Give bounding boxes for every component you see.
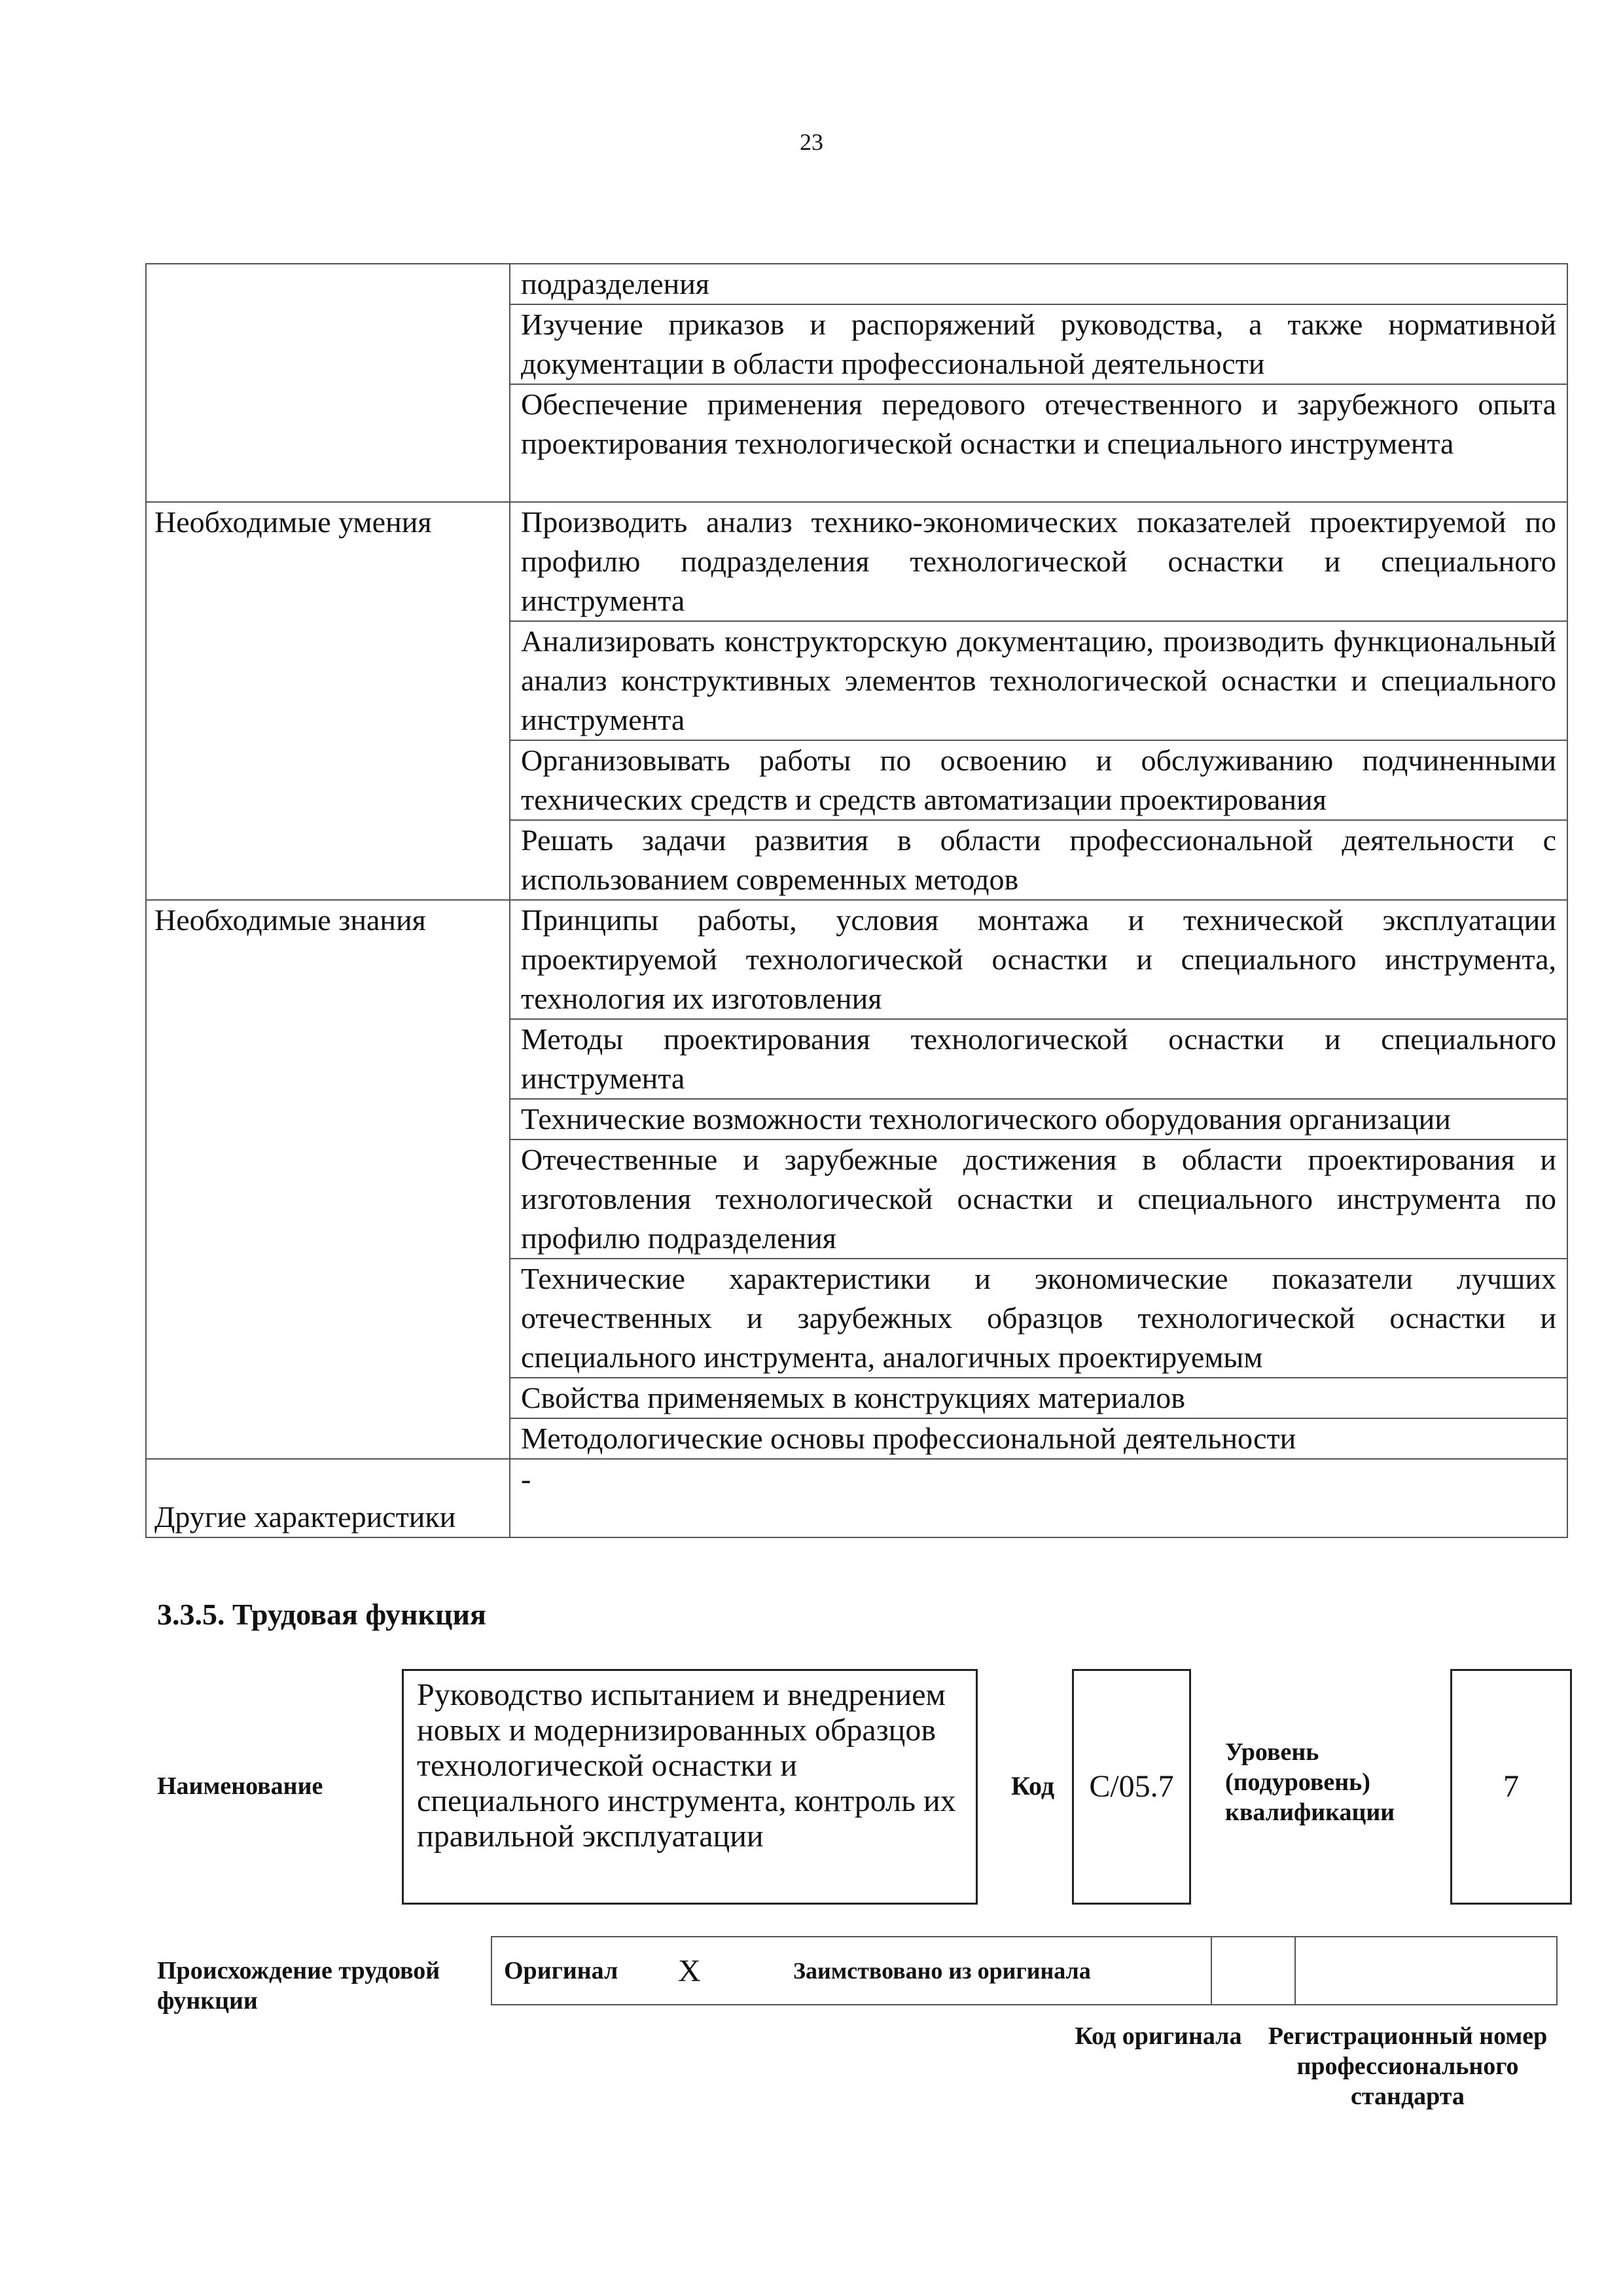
row-text: Производить анализ технико-экономических показателей проектируемой по профилю подразделения технологической оснастки и специального инструмента <box>510 502 1567 621</box>
row-text: Анализировать конструкторскую документацию, производить функциональный анализ конструктивных элементов технологической оснастки и специального инструмента <box>510 621 1567 740</box>
row-text: Принципы работы, условия монтажа и технической эксплуатации проектируемой технологической оснастки и специального инструмента, технология их изготовления <box>510 900 1567 1019</box>
code-caption: Код оригинала <box>1075 2022 1242 2050</box>
level-label: Уровень (подуровень) квалификации <box>1225 1738 1395 1826</box>
row-label-skills: Необходимые умения <box>146 502 510 900</box>
reg-caption: Регистрационный номер профессионального стандарта <box>1268 2022 1548 2110</box>
origin-code-cell <box>1211 1937 1295 2005</box>
row-text: Свойства применяемых в конструкциях материалов <box>510 1378 1567 1418</box>
row-text: Отечественные и зарубежные достижения в области проектирования и изготовления технологической оснастки и специального инструмента по профилю подразделения <box>510 1139 1567 1259</box>
page-number: 23 <box>800 129 823 155</box>
table-row <box>146 264 1567 304</box>
row-text: Технические возможности технологического оборудования организации <box>510 1099 1567 1139</box>
row-text: Изучение приказов и распоряжений руководства, а также нормативной документации в области профессиональной деятельности <box>510 304 1567 384</box>
row-text: Методы проектирования технологической оснастки и специального инструмента <box>510 1019 1567 1099</box>
row-text: - <box>510 1459 1567 1537</box>
borrowed-label: Заимствовано из оригинала <box>781 1937 1211 2005</box>
table-row <box>146 900 1567 1019</box>
code-label: Код <box>1011 1771 1055 1801</box>
row-text: Решать задачи развития в области профессиональной деятельности с использованием современных методов <box>510 820 1567 900</box>
row-text: подразделения <box>510 264 1567 304</box>
table-row <box>146 1459 1567 1537</box>
table-row <box>146 502 1567 621</box>
row-label-other: Другие характеристики <box>146 1459 510 1537</box>
row-label <box>146 264 510 502</box>
section-title: 3.3.5. Трудовая функция <box>157 1598 486 1631</box>
row-text: Организовывать работы по освоению и обслуживанию подчиненными технических средств и средств автоматизации проектирования <box>510 740 1567 820</box>
row-text: Технические характеристики и экономические показатели лучших отечественных и зарубежных образцов технологической оснастки и специального инструмента, аналогичных проектируемым <box>510 1259 1567 1378</box>
original-mark: X <box>666 1937 781 2005</box>
origin-reg-cell <box>1295 1937 1557 2005</box>
origin-label: Происхождение трудовой функции <box>157 1957 440 2015</box>
name-value: Руководство испытанием и внедрением новых и модернизированных образцов технологической оснастки и специального инструмента, контроль их правильной эксплуатации <box>402 1669 978 1905</box>
row-label-knowledge: Необходимые знания <box>146 900 510 1459</box>
level-value: 7 <box>1450 1669 1572 1905</box>
characteristics-table <box>145 263 1568 1538</box>
row-text: Методологические основы профессиональной деятельности <box>510 1418 1567 1459</box>
row-text: Обеспечение применения передового отечественного и зарубежного опыта проектирования технологической оснастки и специального инструмента <box>510 384 1567 502</box>
name-label: Наименование <box>157 1772 323 1800</box>
code-value: C/05.7 <box>1072 1669 1191 1905</box>
original-label: Оригинал <box>491 1937 666 2005</box>
origin-table <box>491 1936 1558 2005</box>
